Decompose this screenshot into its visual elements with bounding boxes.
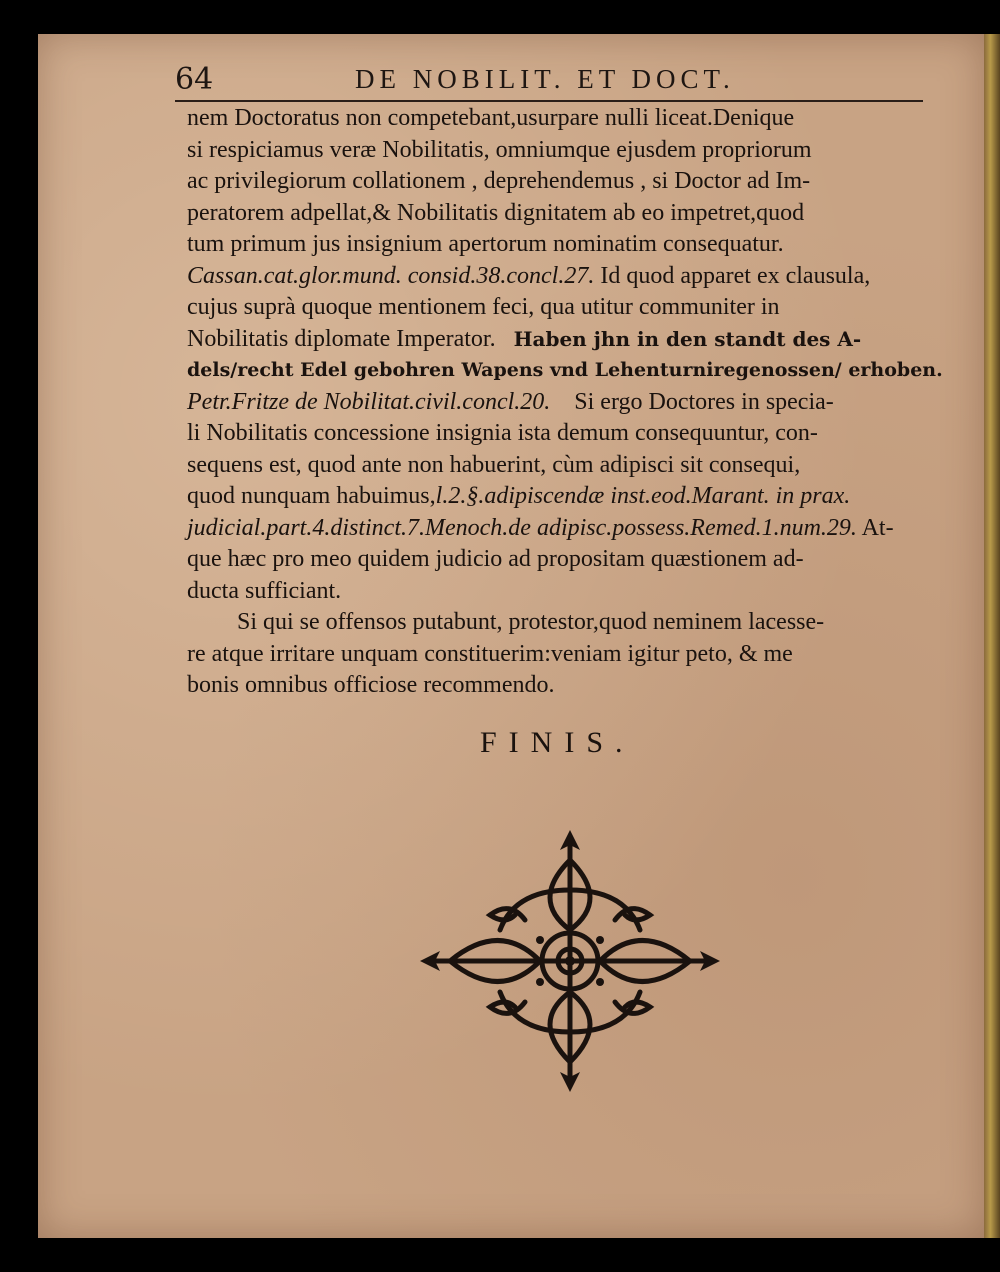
text-line: re atque irritare unquam constituerim:veniam igitur peto, & me xyxy=(187,640,793,667)
text-line: ac privilegiorum collationem , deprehendemus , si Doctor ad Im- xyxy=(187,168,811,194)
text-line xyxy=(187,387,937,419)
citation: Petr.Fritze de Nobilitat.civil.concl.20. xyxy=(187,388,551,415)
text-line: sequens est, quod ante non habuerint, cùm adipisci sit consequi, xyxy=(187,451,801,478)
text-line: ducta sufficiant. xyxy=(187,577,342,604)
body-text xyxy=(187,103,943,702)
blackletter-quote: dels/recht Edel gebohren Wapens vnd Lehenturniregenossen/ erhoben. xyxy=(187,359,943,381)
text-line xyxy=(187,513,937,545)
text-span: Si ergo Doctores in specia- xyxy=(550,388,834,415)
text-line: cujus suprà quoque mentionem feci, qua utitur communiter in xyxy=(187,294,780,320)
text-span: Id quod apparet ex clausula, xyxy=(594,262,871,289)
finis-label: FINIS. xyxy=(480,726,635,759)
text-line: li Nobilitatis concessione insignia ista demum consequuntur, con- xyxy=(187,420,818,446)
text-line xyxy=(187,481,937,513)
citation: l.2.§.adipiscendæ inst.eod.Marant. in prax. xyxy=(435,483,851,509)
page-edge xyxy=(984,34,1000,1238)
text-line xyxy=(187,324,937,356)
text-span: Nobilitatis diplomate Imperator. xyxy=(187,325,496,352)
header-rule xyxy=(175,100,923,102)
text-line xyxy=(187,261,937,293)
text-line: si respiciamus veræ Nobilitatis, omniumque ejusdem propriorum xyxy=(187,136,812,163)
blackletter-quote: Haben jhn in den standt des A- xyxy=(513,326,862,351)
text-span: quod nunquam habuimus, xyxy=(187,483,436,509)
page-header xyxy=(175,60,935,100)
text-line: peratorem adpellat,& Nobilitatis dignitatem ab eo impetret,quod xyxy=(187,199,805,226)
text-line: que hæc pro meo quidem judicio ad propositam quæstionem ad- xyxy=(187,546,804,572)
fleuron-ornament xyxy=(420,830,720,1092)
text-span: At- xyxy=(856,514,894,541)
text-line: bonis omnibus officiose recommendo. xyxy=(187,672,555,698)
text-line: nem Doctoratus non competebant,usurpare nulli liceat.Denique xyxy=(187,105,795,131)
citation: judicial.part.4.distinct.7.Menoch.de adipisc.possess.Remed.1.num.29. xyxy=(187,514,857,541)
text-line: Si qui se offensos putabunt, protestor,quod neminem lacesse- xyxy=(237,609,825,635)
page-number: 64 xyxy=(175,62,214,97)
citation: Cassan.cat.glor.mund. consid.38.concl.27. xyxy=(187,262,595,289)
running-title: DE NOBILIT. ET DOCT. xyxy=(355,64,735,94)
text-line: tum primum jus insignium apertorum nominatim consequatur. xyxy=(187,231,784,257)
